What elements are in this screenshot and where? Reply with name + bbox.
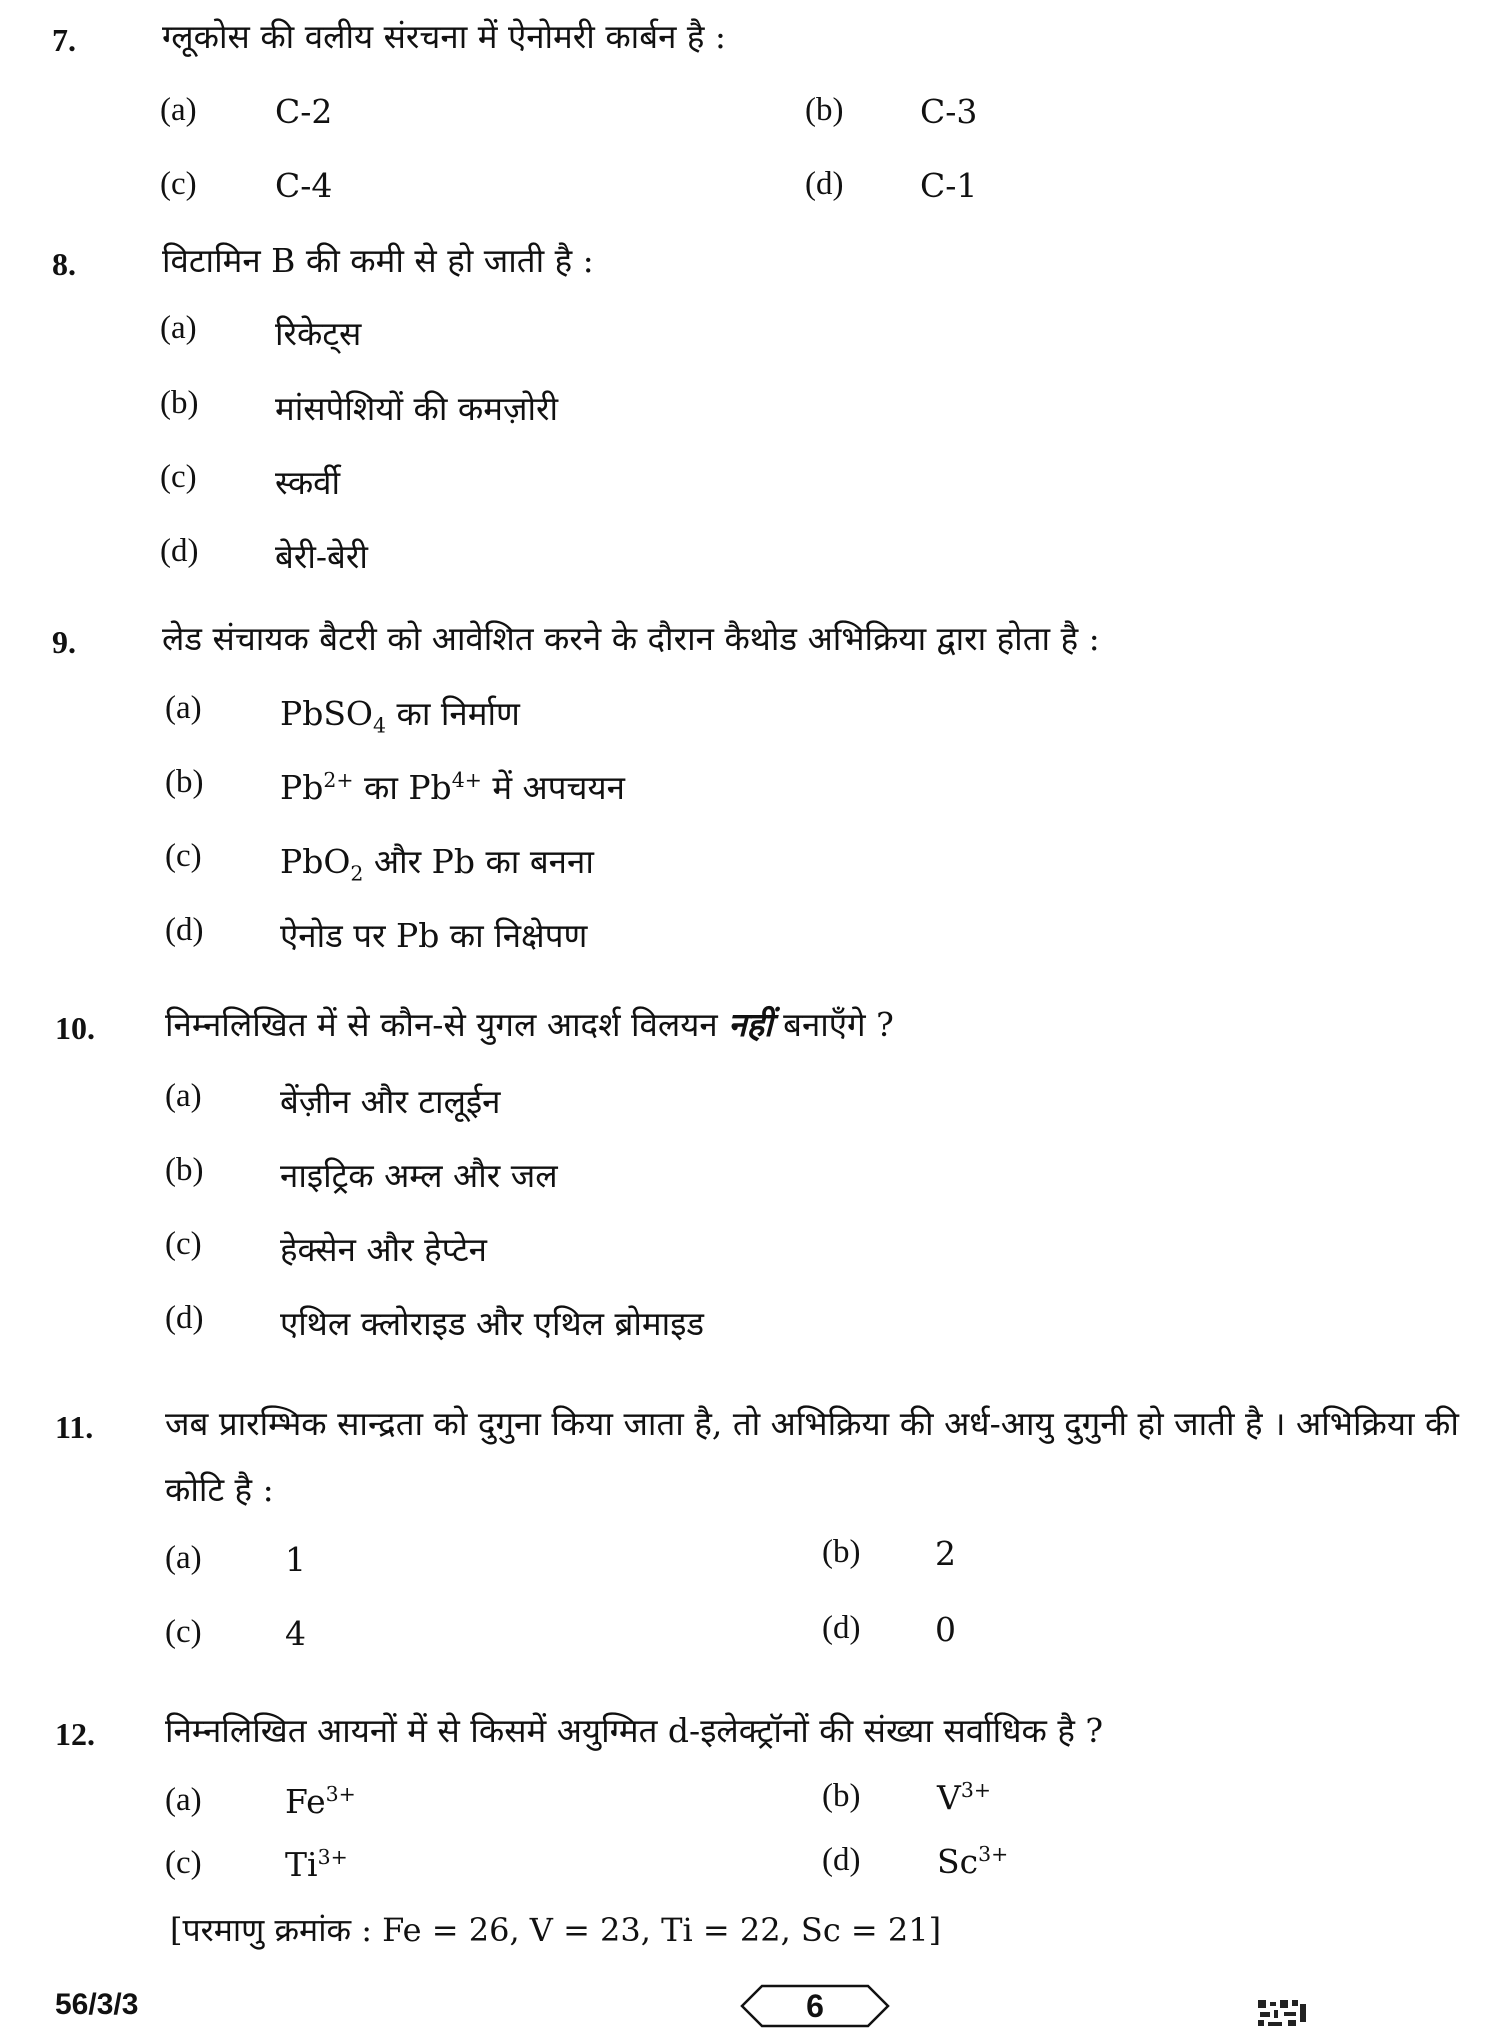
ion-symbol: Ti — [285, 1845, 318, 1884]
option-text: C-4 — [275, 166, 333, 205]
option-text: C-2 — [275, 92, 333, 131]
option-label: (a) — [165, 1782, 202, 1818]
option-label: (d) — [160, 533, 199, 569]
emphasis-not: नहीं — [728, 1005, 773, 1044]
option-text: ऐनोड पर Pb का निक्षेपण — [280, 916, 588, 955]
ion-charge: 3+ — [960, 1778, 991, 1802]
question-text: ग्लूकोस की वलीय संरचना में ऐनोमरी कार्बन है : — [162, 17, 726, 56]
option-label: (a) — [165, 1540, 202, 1576]
option-label: (b) — [805, 92, 844, 128]
superscript: 4+ — [451, 768, 482, 792]
option-text — [937, 1778, 991, 1817]
ion-charge: 3+ — [978, 1842, 1009, 1866]
option-text: एथिल क्लोराइड और एथिल ब्रोमाइड — [280, 1304, 705, 1343]
option-label: (d) — [165, 912, 204, 948]
question-text-start: निम्नलिखित में से कौन-से युगल आदर्श विलयन — [165, 1005, 729, 1044]
option-text — [280, 764, 625, 809]
page-number: 6 — [806, 1988, 824, 2024]
question-number: 11. — [55, 1409, 94, 1445]
ion-charge: 3+ — [317, 1845, 348, 1869]
option-label: (b) — [822, 1534, 861, 1570]
question-text: विटामिन B की कमी से हो जाती है : — [162, 241, 594, 280]
option-text: हेक्सेन और हेप्टेन — [280, 1230, 487, 1269]
option-text-mid: का Pb — [353, 768, 452, 807]
option-label: (c) — [165, 1614, 202, 1650]
subscript: 4 — [373, 713, 387, 738]
atomic-number-note: [परमाणु क्रमांक : Fe = 26, V = 23, Ti = 22, Sc = 21] — [170, 1911, 942, 1949]
option-text: 1 — [285, 1540, 306, 1579]
question-number: 8. — [52, 246, 76, 282]
qr-code-icon — [1258, 2000, 1308, 2028]
subscript: 2 — [350, 861, 364, 886]
paper-code: 56/3/3 — [55, 1988, 139, 2021]
question-number: 9. — [52, 624, 76, 660]
option-text — [285, 1845, 348, 1884]
ion-symbol: Sc — [937, 1842, 979, 1881]
option-text-rest: में अपचयन — [481, 768, 625, 807]
question-text: लेड संचायक बैटरी को आवेशित करने के दौरान कैथोड अभिक्रिया द्वारा होता है : — [162, 619, 1100, 658]
option-label: (b) — [160, 385, 199, 421]
option-text — [285, 1782, 356, 1821]
option-label: (c) — [160, 166, 197, 202]
option-label: (d) — [165, 1300, 204, 1336]
option-label: (a) — [160, 310, 197, 346]
option-label: (d) — [805, 166, 844, 202]
ion-symbol: V — [937, 1778, 961, 1817]
option-label: (b) — [822, 1778, 861, 1814]
question-number: 10. — [55, 1010, 95, 1046]
option-text: स्कर्वी — [275, 463, 341, 502]
option-label: (b) — [165, 1152, 204, 1188]
option-label: (d) — [822, 1842, 861, 1878]
option-text: नाइट्रिक अम्ल और जल — [280, 1156, 558, 1195]
question-text: जब प्रारम्भिक सान्द्रता को दुगुना किया जाता है, तो अभिक्रिया की अर्ध-आयु दुगुनी हो जाती है । अभिक्रिया की कोटि है : — [165, 1404, 1459, 1509]
option-text: 4 — [285, 1614, 306, 1653]
question-number: 7. — [52, 22, 76, 58]
formula-pbo2: PbO — [280, 842, 351, 881]
option-label: (d) — [822, 1610, 861, 1646]
question-text — [165, 992, 1455, 1058]
option-label: (a) — [160, 92, 197, 128]
option-label: (c) — [165, 838, 202, 874]
ion-charge: 3+ — [325, 1782, 356, 1806]
option-label: (b) — [165, 764, 204, 800]
option-label: (c) — [165, 1226, 202, 1262]
question-text-end: बनाएँगे ? — [772, 1005, 894, 1044]
question-number: 12. — [55, 1716, 95, 1752]
superscript: 2+ — [323, 768, 354, 792]
option-text: 2 — [935, 1534, 956, 1573]
option-text: मांसपेशियों की कमज़ोरी — [275, 389, 559, 428]
option-text: रिकेट्स — [275, 314, 362, 353]
option-text-rest: और Pb का बनना — [363, 842, 594, 881]
option-label: (a) — [165, 690, 202, 726]
option-text — [280, 838, 594, 886]
option-text — [280, 690, 520, 738]
option-label: (c) — [165, 1845, 202, 1881]
page-number-badge — [740, 1984, 890, 2028]
option-text: 0 — [935, 1610, 956, 1649]
option-text: C-3 — [920, 92, 978, 131]
option-text — [937, 1842, 1008, 1881]
formula-pb: Pb — [280, 768, 324, 807]
option-label: (c) — [160, 459, 197, 495]
ion-symbol: Fe — [285, 1782, 326, 1821]
question-text: निम्नलिखित आयनों में से किसमें अयुग्मित d-इलेक्ट्रॉनों की संख्या सर्वाधिक है ? — [165, 1711, 1104, 1750]
formula-pbso4: PbSO — [280, 694, 373, 733]
option-text: C-1 — [920, 166, 978, 205]
option-text-rest: का निर्माण — [386, 694, 520, 733]
option-text: बेरी-बेरी — [275, 537, 368, 576]
option-label: (a) — [165, 1078, 202, 1114]
option-text: बेंज़ीन और टालूईन — [280, 1082, 501, 1121]
